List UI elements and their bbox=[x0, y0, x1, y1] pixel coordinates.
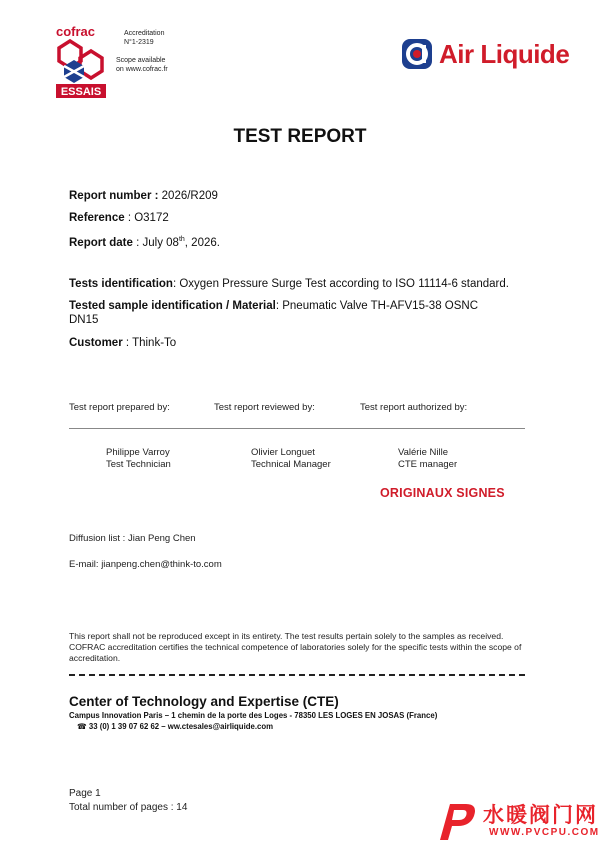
scope-line1: Scope available bbox=[116, 57, 166, 64]
signature-divider bbox=[69, 428, 525, 429]
customer-value: : Think-To bbox=[125, 337, 177, 349]
tests-identification-value: : Oxygen Pressure Surge Test according to ISO 11114-6 standard. bbox=[172, 278, 509, 290]
authorizer-role: CTE manager bbox=[398, 459, 458, 470]
report-number-label: Report number : bbox=[69, 190, 159, 202]
reference-row bbox=[69, 211, 169, 225]
watermark-p-icon bbox=[432, 796, 482, 846]
preparer-name: Philippe Varroy bbox=[106, 447, 170, 458]
scope-line2: on www.cofrac.fr bbox=[116, 66, 168, 73]
preparer-block bbox=[106, 447, 171, 471]
dashed-separator bbox=[69, 674, 525, 676]
reference-value: : O3172 bbox=[127, 212, 169, 224]
center-contact: 33 (0) 1 39 07 62 62 – ww.ctesales@airliquide.com bbox=[88, 722, 274, 731]
air-liquide-emblem-icon bbox=[401, 38, 433, 70]
customer-label: Customer bbox=[69, 337, 123, 349]
watermark-url: WWW.PVCPU.COM bbox=[489, 827, 600, 838]
report-number-row bbox=[69, 189, 218, 203]
authorizer-block bbox=[398, 447, 457, 471]
cofrac-essais-text: ESSAIS bbox=[60, 86, 102, 98]
preparer-role: Test Technician bbox=[106, 459, 171, 470]
cofrac-brand-text: cofrac bbox=[56, 24, 96, 39]
reviewer-role: Technical Manager bbox=[251, 459, 331, 470]
legal-notice: This report shall not be reproduced except in its entirety. The test results pertain solely to the samples as received. COFRAC accreditation certifies the technical competence of laboratories solely for the specific tests within the scope of accreditation. bbox=[69, 631, 522, 663]
page-title: TEST REPORT bbox=[233, 126, 367, 147]
prepared-by-label: Test report prepared by: bbox=[69, 402, 170, 413]
report-number-value: 2026/R209 bbox=[161, 190, 218, 202]
report-date-sup: th bbox=[178, 236, 185, 243]
originals-signed-stamp: ORIGINAUX SIGNES bbox=[380, 486, 505, 500]
watermark-text: 水暖阀门网 bbox=[483, 804, 598, 827]
tested-sample-value: : Pneumatic Valve TH-AFV15-38 OSNC DN15 bbox=[69, 300, 479, 326]
company-name: Air Liquide bbox=[439, 38, 570, 69]
cofrac-logo bbox=[56, 24, 106, 98]
authorizer-name: Valérie Nille bbox=[398, 447, 448, 458]
diffusion-list: Diffusion list : Jian Peng Chen bbox=[69, 533, 196, 544]
authorized-by-label: Test report authorized by: bbox=[360, 402, 468, 413]
accreditation-block bbox=[116, 29, 168, 74]
accreditation-label: Accreditation bbox=[124, 30, 165, 37]
phone-icon: ☎ bbox=[77, 722, 87, 731]
tested-sample-row bbox=[69, 299, 509, 327]
total-pages: Total number of pages : 14 bbox=[69, 802, 188, 813]
accreditation-number: N°1-2319 bbox=[124, 39, 154, 46]
report-date-suffix: , 2026. bbox=[184, 236, 220, 249]
reviewed-by-label: Test report reviewed by: bbox=[214, 402, 315, 413]
report-date-prefix: : July 08 bbox=[136, 236, 179, 249]
reviewer-block bbox=[251, 447, 331, 471]
center-name: Center of Technology and Expertise (CTE) bbox=[69, 694, 339, 709]
report-date-row bbox=[69, 233, 220, 250]
center-address: Campus Innovation Paris – 1 chemin de la porte des Loges - 78350 LES LOGES EN JOSAS (France) bbox=[69, 711, 438, 720]
contact-email: E-mail: jianpeng.chen@think-to.com bbox=[69, 559, 222, 570]
customer-row bbox=[69, 336, 176, 350]
air-liquide-logo bbox=[401, 34, 577, 74]
report-date-label: Report date bbox=[69, 236, 133, 249]
reference-label: Reference bbox=[69, 212, 125, 224]
center-contact-row bbox=[77, 722, 273, 731]
page-footer bbox=[69, 787, 187, 815]
page-number: Page 1 bbox=[69, 788, 101, 799]
reviewer-name: Olivier Longuet bbox=[251, 447, 315, 458]
tests-identification-row bbox=[69, 277, 549, 291]
tested-sample-label: Tested sample identification / Material bbox=[69, 300, 276, 312]
tests-identification-label: Tests identification bbox=[69, 278, 173, 290]
